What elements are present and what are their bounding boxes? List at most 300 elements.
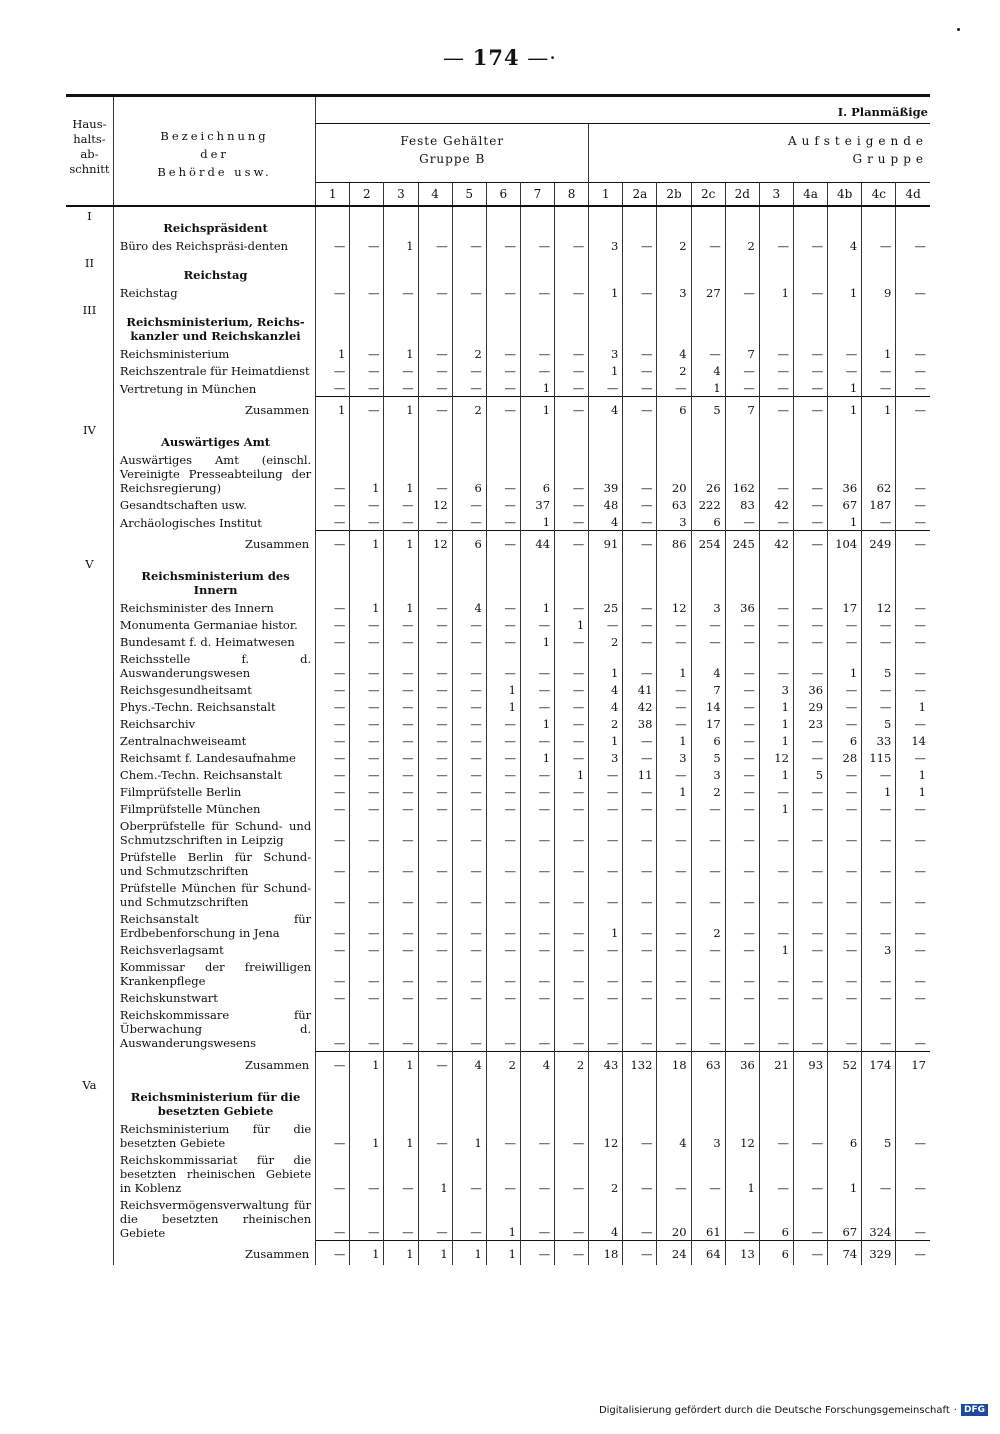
value-cell: —: [316, 681, 350, 698]
value-cell: —: [520, 362, 554, 379]
value-cell: —: [486, 817, 520, 848]
value-cell: 26: [691, 451, 725, 496]
table-row: [66, 237, 930, 254]
value-cell: —: [896, 1196, 930, 1241]
value-cell: [589, 555, 623, 599]
value-cell: [520, 1076, 554, 1120]
value-cell: —: [384, 650, 418, 681]
value-cell: —: [793, 1196, 827, 1241]
value-cell: —: [418, 379, 452, 397]
value-cell: —: [350, 237, 384, 254]
value-cell: —: [418, 633, 452, 650]
value-cell: —: [691, 237, 725, 254]
value-cell: —: [555, 451, 589, 496]
value-cell: —: [862, 958, 896, 989]
value-cell: —: [623, 958, 657, 989]
value-cell: 1: [350, 1241, 384, 1266]
value-cell: —: [657, 958, 691, 989]
value-cell: —: [759, 345, 793, 362]
value-cell: —: [384, 379, 418, 397]
value-cell: —: [759, 910, 793, 941]
value-cell: —: [486, 879, 520, 910]
authority-name: Reichsministerium: [113, 345, 315, 362]
value-cell: —: [384, 766, 418, 783]
value-cell: 27: [691, 284, 725, 301]
table-row: [66, 800, 930, 817]
value-cell: [486, 421, 520, 451]
value-cell: —: [759, 237, 793, 254]
value-cell: 1: [350, 451, 384, 496]
section-number: [66, 1051, 113, 1076]
section-title: Reichsministerium des Innern: [113, 555, 315, 599]
table-row: [66, 345, 930, 362]
value-cell: —: [452, 1196, 486, 1241]
section-number: [66, 237, 113, 254]
value-cell: 6: [452, 531, 486, 556]
value-cell: —: [793, 749, 827, 766]
value-cell: —: [759, 1006, 793, 1051]
value-cell: —: [418, 910, 452, 941]
value-cell: —: [759, 451, 793, 496]
value-cell: —: [828, 910, 862, 941]
value-cell: [657, 301, 691, 345]
value-cell: [759, 301, 793, 345]
value-cell: —: [452, 910, 486, 941]
value-cell: —: [725, 766, 759, 783]
value-cell: 245: [725, 531, 759, 556]
value-cell: 1: [384, 237, 418, 254]
value-cell: 2: [589, 1151, 623, 1196]
value-cell: —: [896, 1151, 930, 1196]
value-cell: —: [350, 650, 384, 681]
value-cell: —: [691, 800, 725, 817]
section-title: Auswärtiges Amt: [113, 421, 315, 451]
value-cell: —: [418, 451, 452, 496]
value-cell: 1: [862, 345, 896, 362]
value-cell: —: [896, 879, 930, 910]
section-number: [66, 941, 113, 958]
value-cell: —: [862, 379, 896, 397]
authority-name: Prüfstelle München für Schund- und Schmutzschriften: [113, 879, 315, 910]
value-cell: —: [828, 879, 862, 910]
column-header: 7: [520, 183, 554, 207]
value-cell: [793, 254, 827, 284]
value-cell: [384, 421, 418, 451]
value-cell: —: [623, 941, 657, 958]
value-cell: —: [623, 732, 657, 749]
value-cell: 249: [862, 531, 896, 556]
value-cell: —: [384, 989, 418, 1006]
value-cell: [657, 254, 691, 284]
table-row: [66, 379, 930, 397]
value-cell: [657, 206, 691, 237]
value-cell: —: [725, 732, 759, 749]
value-cell: —: [657, 817, 691, 848]
value-cell: 4: [657, 345, 691, 362]
value-cell: —: [452, 362, 486, 379]
value-cell: —: [725, 698, 759, 715]
value-cell: —: [384, 958, 418, 989]
value-cell: —: [623, 531, 657, 556]
section-title: Reichstag: [113, 254, 315, 284]
value-cell: 1: [384, 599, 418, 616]
value-cell: 1: [555, 766, 589, 783]
value-cell: —: [657, 848, 691, 879]
value-cell: —: [486, 379, 520, 397]
value-cell: —: [316, 237, 350, 254]
value-cell: 1: [452, 1120, 486, 1151]
value-cell: [725, 555, 759, 599]
section-number: [66, 800, 113, 817]
value-cell: —: [759, 989, 793, 1006]
table-row: [66, 766, 930, 783]
value-cell: —: [316, 715, 350, 732]
value-cell: —: [896, 848, 930, 879]
value-cell: —: [316, 989, 350, 1006]
value-cell: —: [555, 650, 589, 681]
value-cell: —: [589, 817, 623, 848]
column-header: 3: [759, 183, 793, 207]
section-number: [66, 531, 113, 556]
value-cell: —: [452, 513, 486, 531]
section-number: [66, 362, 113, 379]
value-cell: 36: [725, 1051, 759, 1076]
authority-name: Auswärtiges Amt (einschl. Vereinigte Presseabteilung der Reichsregierung): [113, 451, 315, 496]
value-cell: —: [452, 800, 486, 817]
value-cell: —: [828, 362, 862, 379]
value-cell: —: [896, 616, 930, 633]
section-number: [66, 284, 113, 301]
value-cell: 329: [862, 1241, 896, 1266]
section-number: [66, 766, 113, 783]
value-cell: 44: [520, 531, 554, 556]
value-cell: [623, 206, 657, 237]
value-cell: —: [623, 1196, 657, 1241]
value-cell: 67: [828, 1196, 862, 1241]
section-number: II: [84, 256, 94, 270]
value-cell: —: [486, 496, 520, 513]
column-header: 2: [350, 183, 384, 207]
table-row: [66, 1120, 930, 1151]
value-cell: —: [384, 879, 418, 910]
value-cell: —: [520, 1151, 554, 1196]
authority-name: Reichsanstalt für Erdbebenforschung in Jena: [113, 910, 315, 941]
value-cell: —: [623, 237, 657, 254]
value-cell: [486, 254, 520, 284]
value-cell: —: [486, 650, 520, 681]
value-cell: 1: [555, 616, 589, 633]
section-number: [66, 910, 113, 941]
value-cell: —: [316, 1006, 350, 1051]
value-cell: —: [793, 989, 827, 1006]
value-cell: 3: [657, 513, 691, 531]
value-cell: —: [452, 732, 486, 749]
value-cell: —: [862, 513, 896, 531]
value-cell: —: [657, 379, 691, 397]
value-cell: —: [555, 715, 589, 732]
value-cell: 187: [862, 496, 896, 513]
value-cell: 36: [725, 599, 759, 616]
value-cell: —: [350, 715, 384, 732]
value-cell: —: [418, 650, 452, 681]
value-cell: —: [555, 1196, 589, 1241]
value-cell: —: [384, 817, 418, 848]
value-cell: —: [623, 379, 657, 397]
column-header: 2b: [657, 183, 691, 207]
total-row: [66, 1241, 930, 1266]
value-cell: 42: [759, 531, 793, 556]
value-cell: —: [793, 958, 827, 989]
value-cell: —: [691, 345, 725, 362]
value-cell: —: [828, 800, 862, 817]
value-cell: 12: [759, 749, 793, 766]
value-cell: —: [486, 958, 520, 989]
value-cell: [589, 1076, 623, 1120]
value-cell: 3: [691, 599, 725, 616]
value-cell: —: [452, 766, 486, 783]
value-cell: [555, 555, 589, 599]
section-row: [66, 254, 930, 284]
value-cell: 2: [657, 237, 691, 254]
value-cell: —: [725, 783, 759, 800]
value-cell: 1: [828, 284, 862, 301]
value-cell: —: [896, 910, 930, 941]
value-cell: 6: [759, 1241, 793, 1266]
value-cell: —: [350, 362, 384, 379]
value-cell: —: [793, 379, 827, 397]
authority-name: Reichsverlagsamt: [113, 941, 315, 958]
value-cell: —: [589, 879, 623, 910]
value-cell: 5: [691, 749, 725, 766]
value-cell: 17: [896, 1051, 930, 1076]
value-cell: 1: [316, 397, 350, 422]
value-cell: —: [486, 345, 520, 362]
value-cell: —: [862, 848, 896, 879]
value-cell: —: [555, 284, 589, 301]
section-number: [66, 783, 113, 800]
value-cell: [316, 301, 350, 345]
value-cell: 1: [520, 715, 554, 732]
value-cell: [452, 1076, 486, 1120]
value-cell: —: [350, 879, 384, 910]
section-title: Reichsministerium, Reichs-kanzler und Reichskanzlei: [113, 301, 315, 345]
value-cell: —: [759, 817, 793, 848]
speck-mark: [957, 28, 960, 31]
value-cell: —: [452, 284, 486, 301]
value-cell: —: [486, 715, 520, 732]
value-cell: 1: [589, 650, 623, 681]
value-cell: —: [589, 800, 623, 817]
value-cell: [316, 555, 350, 599]
value-cell: —: [520, 616, 554, 633]
value-cell: —: [862, 989, 896, 1006]
value-cell: 1: [350, 599, 384, 616]
value-cell: 25: [589, 599, 623, 616]
table-row: [66, 879, 930, 910]
value-cell: —: [793, 362, 827, 379]
dfg-logo: DFG: [961, 1404, 988, 1416]
value-cell: —: [657, 910, 691, 941]
authority-name: Phys.-Techn. Reichsanstalt: [113, 698, 315, 715]
value-cell: 2: [657, 362, 691, 379]
value-cell: [828, 206, 862, 237]
value-cell: —: [452, 749, 486, 766]
value-cell: —: [623, 599, 657, 616]
value-cell: [896, 555, 930, 599]
value-cell: [589, 421, 623, 451]
value-cell: —: [555, 379, 589, 397]
value-cell: 2: [691, 910, 725, 941]
value-cell: —: [828, 681, 862, 698]
value-cell: —: [862, 1151, 896, 1196]
value-cell: —: [486, 362, 520, 379]
section-number: III: [82, 303, 97, 317]
value-cell: 37: [520, 496, 554, 513]
table-row: [66, 817, 930, 848]
value-cell: —: [725, 817, 759, 848]
value-cell: —: [793, 848, 827, 879]
value-cell: —: [316, 817, 350, 848]
value-cell: —: [452, 817, 486, 848]
authority-name: Prüfstelle Berlin für Schund- und Schmutzschriften: [113, 848, 315, 879]
value-cell: [623, 1076, 657, 1120]
value-cell: —: [555, 599, 589, 616]
value-cell: —: [589, 958, 623, 989]
value-cell: [691, 301, 725, 345]
value-cell: —: [896, 362, 930, 379]
value-cell: —: [350, 496, 384, 513]
value-cell: 1: [418, 1151, 452, 1196]
value-cell: —: [384, 681, 418, 698]
value-cell: 61: [691, 1196, 725, 1241]
value-cell: [350, 301, 384, 345]
authority-name: Kommissar der freiwilligen Krankenpflege: [113, 958, 315, 989]
authority-name: Filmprüfstelle München: [113, 800, 315, 817]
value-cell: 6: [657, 397, 691, 422]
value-cell: [384, 1076, 418, 1120]
value-cell: [520, 206, 554, 237]
value-cell: —: [657, 766, 691, 783]
value-cell: 74: [828, 1241, 862, 1266]
value-cell: —: [486, 766, 520, 783]
group-b-header: Feste Gehälter Gruppe B: [400, 134, 505, 166]
value-cell: 20: [657, 451, 691, 496]
value-cell: —: [384, 910, 418, 941]
value-cell: 162: [725, 451, 759, 496]
table-row: [66, 633, 930, 650]
value-cell: [759, 555, 793, 599]
column-header: 4a: [793, 183, 827, 207]
section-number: [66, 345, 113, 362]
value-cell: 3: [589, 749, 623, 766]
value-cell: [418, 301, 452, 345]
value-cell: —: [555, 496, 589, 513]
table-row: [66, 783, 930, 800]
value-cell: —: [520, 879, 554, 910]
value-cell: —: [350, 958, 384, 989]
value-cell: —: [725, 910, 759, 941]
value-cell: —: [555, 879, 589, 910]
total-row: [66, 397, 930, 422]
authority-name: Reichsminister des Innern: [113, 599, 315, 616]
value-cell: —: [623, 616, 657, 633]
value-cell: —: [316, 362, 350, 379]
value-cell: 3: [589, 345, 623, 362]
value-cell: —: [828, 616, 862, 633]
section-number: [66, 650, 113, 681]
table-row: [66, 616, 930, 633]
value-cell: [862, 555, 896, 599]
value-cell: 1: [384, 1120, 418, 1151]
value-cell: —: [418, 1051, 452, 1076]
value-cell: —: [828, 698, 862, 715]
value-cell: —: [384, 1151, 418, 1196]
value-cell: 254: [691, 531, 725, 556]
value-cell: —: [316, 958, 350, 989]
value-cell: —: [691, 1006, 725, 1051]
value-cell: 1: [452, 1241, 486, 1266]
value-cell: —: [623, 1120, 657, 1151]
value-cell: [555, 421, 589, 451]
value-cell: —: [793, 817, 827, 848]
value-cell: —: [384, 941, 418, 958]
section-number: [66, 749, 113, 766]
value-cell: —: [452, 681, 486, 698]
value-cell: [520, 301, 554, 345]
value-cell: —: [384, 496, 418, 513]
value-cell: [896, 421, 930, 451]
value-cell: —: [691, 1151, 725, 1196]
value-cell: 17: [828, 599, 862, 616]
value-cell: —: [520, 941, 554, 958]
section-number: [66, 379, 113, 397]
value-cell: —: [418, 732, 452, 749]
value-cell: —: [350, 616, 384, 633]
value-cell: —: [555, 941, 589, 958]
value-cell: —: [725, 1006, 759, 1051]
value-cell: [759, 421, 793, 451]
value-cell: —: [657, 989, 691, 1006]
value-cell: —: [486, 989, 520, 1006]
value-cell: —: [691, 633, 725, 650]
value-cell: 6: [452, 451, 486, 496]
value-cell: 4: [520, 1051, 554, 1076]
value-cell: 6: [520, 451, 554, 496]
value-cell: —: [623, 989, 657, 1006]
value-cell: —: [452, 989, 486, 1006]
value-cell: 1: [520, 633, 554, 650]
value-cell: —: [486, 599, 520, 616]
value-cell: [623, 301, 657, 345]
value-cell: —: [418, 817, 452, 848]
group-a-header: Aufsteigende Gruppe: [589, 124, 930, 183]
value-cell: 5: [862, 650, 896, 681]
value-cell: 3: [657, 284, 691, 301]
value-cell: —: [828, 848, 862, 879]
value-cell: 36: [793, 681, 827, 698]
value-cell: [555, 1076, 589, 1120]
value-cell: 1: [350, 531, 384, 556]
table-row: [66, 496, 930, 513]
value-cell: 2: [555, 1051, 589, 1076]
value-cell: 63: [657, 496, 691, 513]
value-cell: —: [828, 958, 862, 989]
value-cell: [350, 206, 384, 237]
value-cell: —: [589, 989, 623, 1006]
value-cell: 1: [759, 766, 793, 783]
value-cell: 1: [418, 1241, 452, 1266]
value-cell: 42: [759, 496, 793, 513]
